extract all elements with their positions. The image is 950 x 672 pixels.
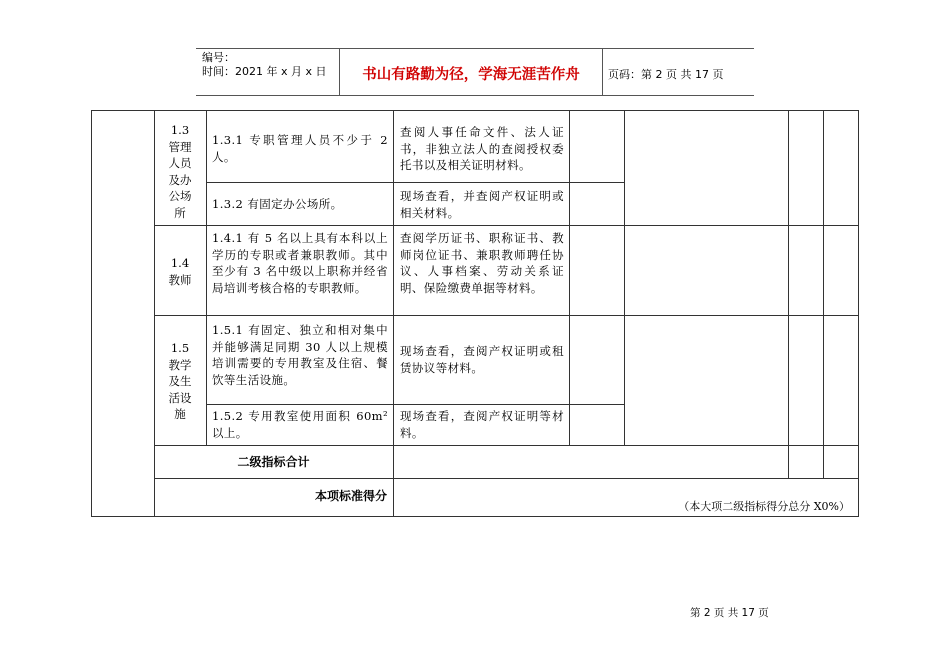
standard-1-4-1: 1.4.1 有 5 名以上具有本科以上学历的专职或者兼职教师。其中至少有 3 名中级以上职称并经省局培训考核合格的专职教师。 [212, 231, 388, 295]
method-1-4-1: 查阅学历证书、职称证书、教师岗位证书、兼职教师聘任协议、人事档案、劳动关系证明、保险缴费单据等材料。 [400, 231, 564, 295]
standard-1-5-2: 1.5.2 专用教室使用面积 60m² 以上。 [212, 409, 388, 440]
header-motto: 书山有路勤为径，学海无涯苦作舟 [362, 67, 580, 83]
method-1-3-2: 现场查看，并查阅产权证明或相关材料。 [400, 189, 564, 220]
method-1-5-2: 现场查看，查阅产权证明等材料。 [400, 409, 564, 440]
page-footer: 第 2 页 共 17 页 [690, 607, 769, 619]
total-label: 本项标准得分 [314, 489, 387, 503]
standard-1-3-2: 1.3.2 有固定办公场所。 [212, 197, 343, 211]
item-code-text: 1.4 教师 [168, 256, 192, 287]
item-code-1-3 [163, 122, 197, 221]
standard-1-3-1: 1.3.1 专职管理人员不少于 2 人。 [212, 133, 388, 164]
header-page-info: 页码：第 2 页 共 17 页 [608, 68, 724, 81]
header-meta [202, 51, 327, 79]
page-header [196, 48, 754, 96]
time-label: 时间：2021 年 x 月 x 日 [202, 65, 327, 78]
number-label: 编号： [202, 51, 235, 64]
method-1-5-1: 现场查看，查阅产权证明或租赁协议等材料。 [400, 344, 564, 375]
subtotal-label: 二级指标合计 [237, 455, 310, 469]
item-code-1-4 [160, 255, 200, 288]
item-code-text: 1.3 管理人员及办公场所 [168, 123, 192, 220]
item-code-1-5 [163, 340, 197, 423]
total-note: （本大项二级指标得分总分 X0%） [678, 500, 850, 513]
method-1-3-1: 查阅人事任命文件、法人证书，非独立法人的查阅授权委托书以及相关证明材料。 [400, 125, 564, 172]
item-code-text: 1.5 教学及生活设施 [168, 341, 192, 421]
header-top-rule [196, 48, 754, 49]
header-divider-right [602, 48, 603, 96]
header-bottom-rule [196, 95, 754, 96]
standard-1-5-1: 1.5.1 有固定、独立和相对集中并能够满足同期 30 人以上规模培训需要的专用教室及住宿、餐饮等生活设施。 [212, 323, 388, 387]
